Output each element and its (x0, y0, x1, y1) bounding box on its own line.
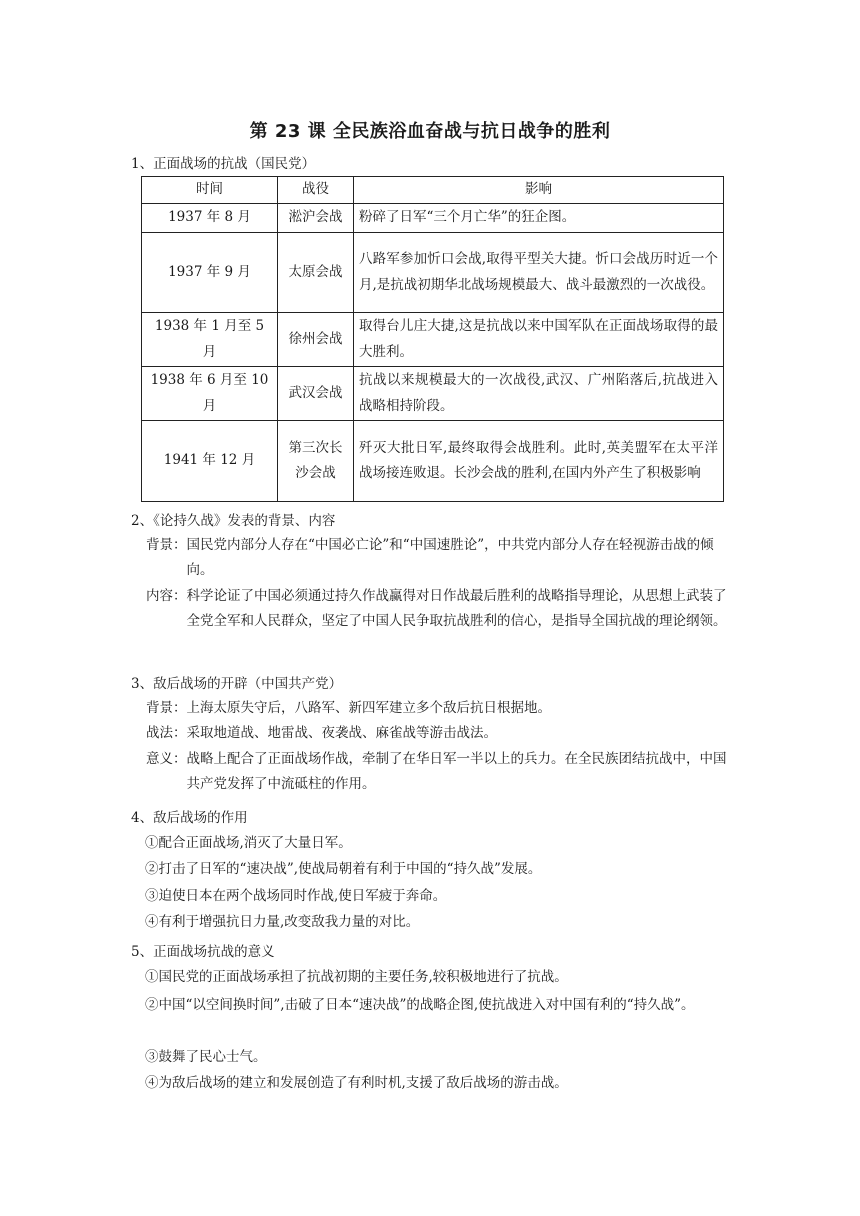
section-5-heading: 5、正面战场抗战的意义 (131, 944, 275, 960)
cell-battle: 武汉会战 (278, 367, 354, 421)
item-label: 背景： (146, 700, 187, 716)
table-row (142, 313, 724, 367)
item-text: 科学论证了中国必须通过持久作战赢得对日作战最后胜利的战略指导理论，从思想上武装了全党全军和人民群众，坚定了中国人民争取抗战胜利的信心，是指导全国抗战的理论纲领。 (186, 587, 727, 629)
cell-impact: 抗战以来规模最大的一次战役,武汉、广州陷落后,抗战进入战略相持阶段。 (354, 367, 724, 421)
item-text: 国民党内部分人存在“中国必亡论”和“中国速胜论”，中共党内部分人存在轻视游击战的倾向。 (186, 537, 714, 579)
cell-time: 1937 年 8 月 (142, 204, 278, 233)
section-2-body (146, 533, 729, 634)
cell-impact: 八路军参加忻口会战,取得平型关大捷。忻口会战历时近一个月,是抗战初期华北战场规模最大、战斗最激烈的一次战役。 (354, 233, 724, 313)
list-item: ④有利于增强抗日力量,改变敌我力量的对比。 (145, 914, 420, 930)
cell-battle: 第三次长沙会战 (278, 421, 354, 502)
cell-time: 1937 年 9 月 (142, 233, 278, 313)
header-impact: 影响 (354, 177, 724, 204)
item-text: 采取地道战、地雷战、夜袭战、麻雀战等游击战法。 (186, 725, 497, 742)
cell-time: 1938 年 1 月至 5 月 (142, 313, 278, 367)
list-item: ①国民党的正面战场承担了抗战初期的主要任务,较积极地进行了抗战。 (145, 969, 568, 985)
cell-battle: 太原会战 (278, 233, 354, 313)
list-item: ④为敌后战场的建立和发展创造了有利时机,支援了敌后战场的游击战。 (145, 1075, 568, 1091)
item-label: 意义： (146, 750, 187, 767)
list-item (146, 584, 729, 635)
document-title: 第 23 课 全民族浴血奋战与抗日战争的胜利 (249, 121, 611, 142)
table-row (142, 204, 724, 233)
list-item (145, 993, 730, 1018)
section-2-heading: 2、《论持久战》发表的背景、内容 (131, 513, 336, 529)
cell-battle: 淞沪会战 (278, 204, 354, 233)
section-1-heading: 1、正面战场的抗战（国民党） (131, 156, 316, 172)
list-item: ②打击了日军的“速决战”,使战局朝着有利于中国的“持久战”发展。 (145, 861, 542, 877)
section-4-heading: 4、敌后战场的作用 (131, 810, 248, 826)
list-item (146, 533, 729, 584)
table-row (142, 367, 724, 421)
cell-impact: 歼灭大批日军,最终取得会战胜利。此时,英美盟军在太平洋战场接连败退。长沙会战的胜利,在国内外产生了积极影响 (354, 421, 724, 502)
list-item: ③迫使日本在两个战场同时作战,使日军疲于奔命。 (145, 888, 447, 904)
cell-time: 1938 年 6 月至 10 月 (142, 367, 278, 421)
list-item (146, 696, 729, 721)
list-item (146, 721, 729, 746)
header-battle: 战役 (278, 177, 354, 204)
list-item (146, 747, 729, 798)
item-text: ②中国“以空间换时间”,击破了日本“速决战”的战略企图,使抗战进入对中国有利的“持久战”。 (145, 997, 695, 1013)
list-item: ①配合正面战场,消灭了大量日军。 (145, 835, 352, 851)
cell-time: 1941 年 12 月 (142, 421, 278, 502)
item-label: 背景： (146, 537, 187, 553)
cell-battle: 徐州会战 (278, 313, 354, 367)
list-item: ③鼓舞了民心士气。 (145, 1049, 267, 1065)
section-3-body (146, 696, 729, 797)
cell-impact: 粉碎了日军“三个月亡华”的狂企图。 (354, 204, 724, 233)
cell-impact: 取得台儿庄大捷,这是抗战以来中国军队在正面战场取得的最大胜利。 (354, 313, 724, 367)
table-row (142, 421, 724, 502)
item-text: 战略上配合了正面战场作战，牵制了在华日军一半以上的兵力。在全民族团结抗战中，中国共产党发挥了中流砥柱的作用。 (186, 750, 727, 792)
battles-table (141, 176, 724, 502)
table-header-row (142, 177, 724, 204)
header-time: 时间 (142, 177, 278, 204)
section-3-heading: 3、敌后战场的开辟（中国共产党） (131, 676, 343, 692)
table-row (142, 233, 724, 313)
item-label: 战法： (146, 725, 187, 742)
item-label: 内容： (146, 587, 187, 604)
item-text: 上海太原失守后，八路军、新四军建立多个敌后抗日根据地。 (186, 700, 551, 716)
